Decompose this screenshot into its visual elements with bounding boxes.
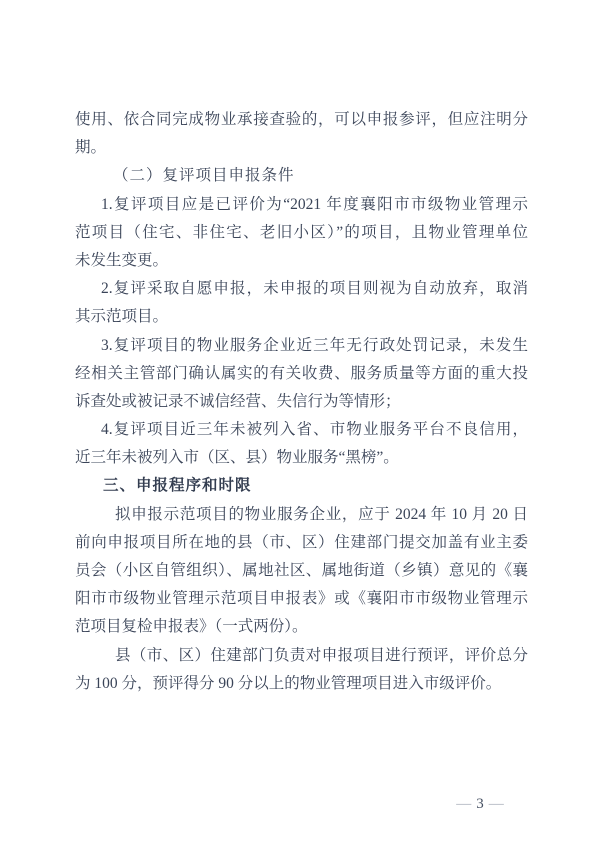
text-line: （二）复评项目申报条件: [113, 167, 295, 185]
page-number: [430, 793, 530, 815]
text-line: 诉查处或被记录不诚信经营、失信行为等情形；: [75, 392, 401, 410]
text-line: 4.复评项目近三年未被列入省、市物业服务平台不良信用，: [101, 421, 528, 439]
text-line: 近三年未被列入市（区、县）物业服务“黑榜”。: [75, 449, 399, 467]
text-line: 为 100 分，预评得分 90 分以上的物业管理项目进入市级评价。: [75, 674, 502, 692]
text-line: 员会（小区自管组织）、属地社区、属地街道（乡镇）意见的《襄: [75, 562, 528, 579]
document-body: [75, 106, 528, 698]
page-number-value: 3: [476, 796, 484, 812]
text-line: 未发生变更。: [75, 251, 169, 269]
text-line: 三、申报程序和时限: [103, 477, 252, 495]
text-line: 2.复评采取自愿申报，未申报的项目则视为自动放弃，取消: [101, 280, 528, 298]
text-line: 前向申报项目所在地的县（市、区）住建部门提交加盖有业主委: [75, 533, 528, 551]
text-line: 范项目（住宅、非住宅、老旧小区）”的项目，且物业管理单位: [75, 223, 528, 241]
text-line: 3.复评项目的物业服务企业近三年无行政处罚记录，未发生: [101, 336, 528, 354]
text-line: 经相关主管部门确认属实的有关收费、服务质量等方面的重大投: [75, 364, 528, 382]
text-line: 拟申报示范项目的物业服务企业，应于 2024 年 10 月 20 日: [115, 505, 528, 523]
text-line: 期。: [75, 139, 107, 157]
text-line: 使用、依合同完成物业承接查验的，可以申报参评，但应注明分: [75, 111, 528, 128]
text-line: 县（市、区）住建部门负责对申报项目进行预评，评价总分: [115, 646, 528, 664]
text-line: 其示范项目。: [75, 308, 169, 326]
text-line: 阳市市级物业管理示范项目申报表》或《襄阳市市级物业管理示: [75, 590, 528, 608]
text-line: 范项目复检申报表》（一式两份）。: [75, 618, 308, 636]
page-number-dash-right: —: [488, 796, 504, 812]
text-line: 1.复评项目应是已评价为“2021 年度襄阳市市级物业管理示: [101, 195, 528, 213]
page-number-dash-left: —: [456, 796, 472, 812]
